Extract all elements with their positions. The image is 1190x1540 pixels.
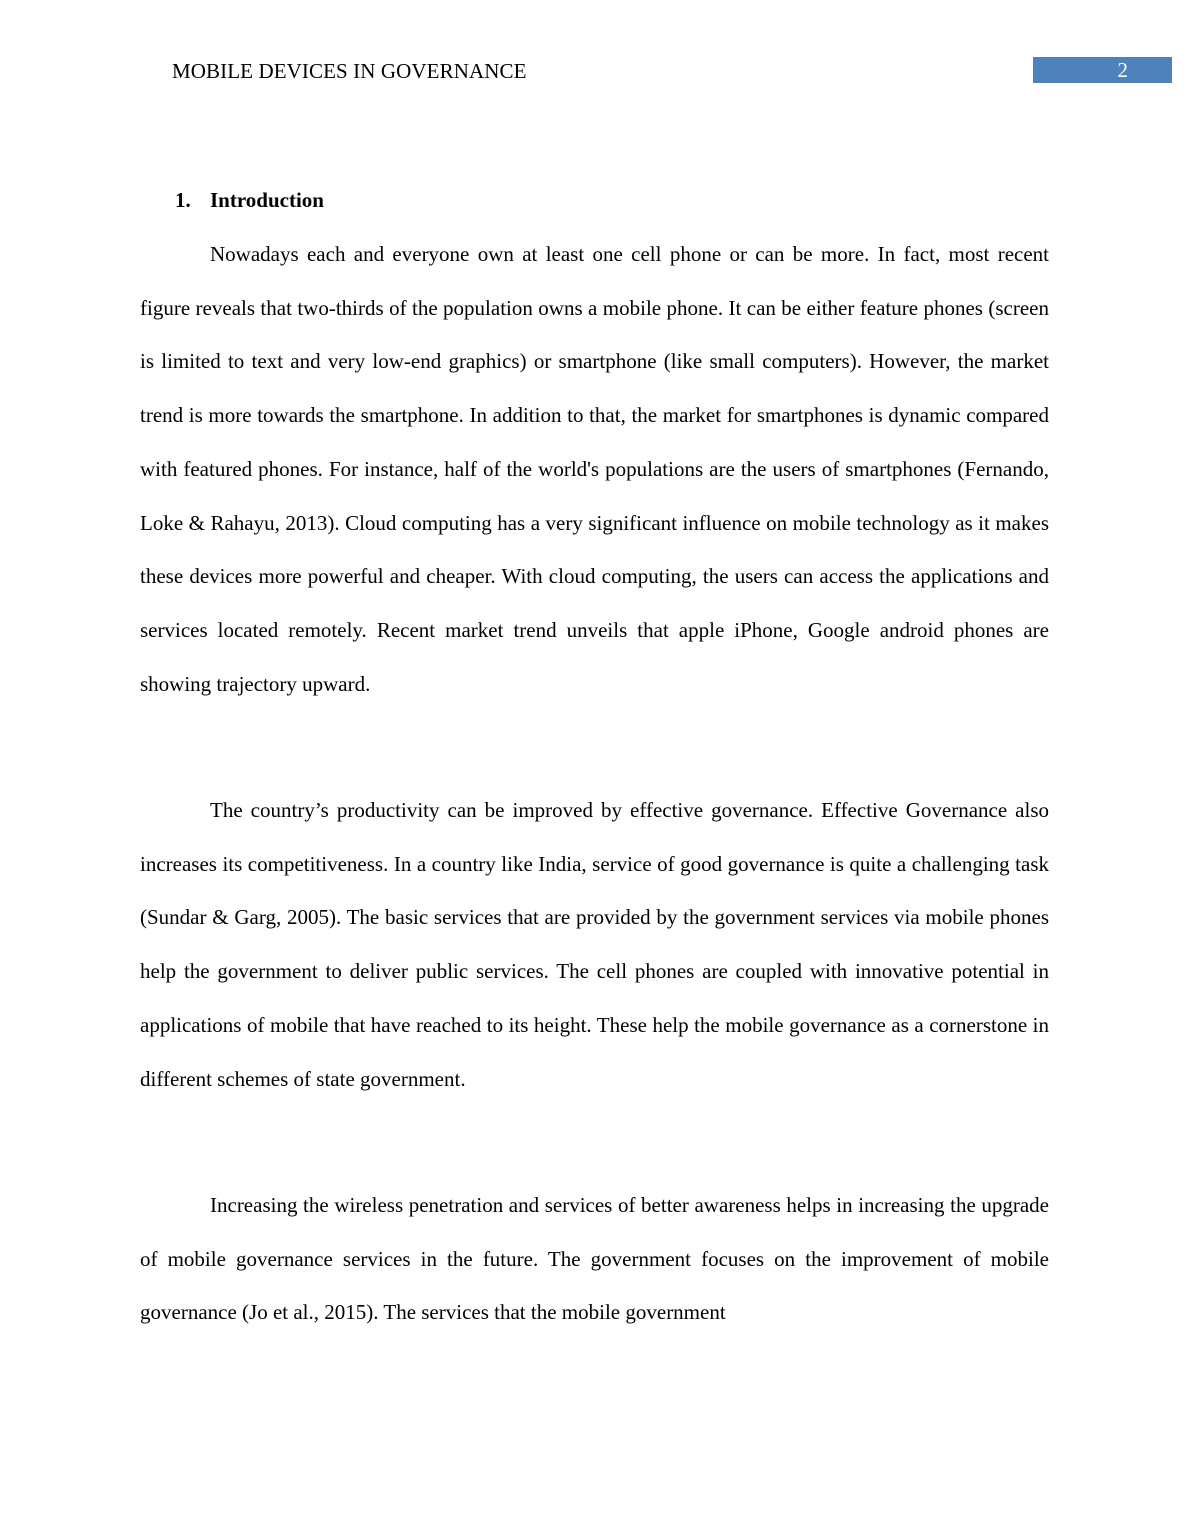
- paragraph-3: Increasing the wireless penetration and services of better awareness helps in increasing the upgrade of mobile governance services in the future. The government focuses on the improvement of mobile governance (Jo et al., 2015). The services that the mobile government: [140, 1193, 1049, 1325]
- page-number: 2: [1033, 57, 1172, 83]
- running-header-title: MOBILE DEVICES IN GOVERNANCE: [172, 59, 527, 83]
- paragraph-1: Nowadays each and everyone own at least one cell phone or can be more. In fact, most recent figure reveals that two-thirds of the population owns a mobile phone. It can be either feature phones (screen is limited to text and very low-end graphics) or smartphone (like small computers). However, the market trend is more towards the smartphone. In addition to that, the market for smartphones is dynamic compared with featured phones. For instance, half of the world's populations are the users of smartphones (Fernando, Loke & Rahayu, 2013). Cloud computing has a very significant influence on mobile technology as it makes these devices more powerful and cheaper. With cloud computing, the users can access the applications and services located remotely. Recent market trend unveils that apple iPhone, Google android phones are showing trajectory upward.: [140, 242, 1049, 696]
- section-heading: [175, 186, 324, 214]
- paragraph-2: The country’s productivity can be improved by effective governance. Effective Governance also increases its competitiveness. In a country like India, service of good governance is quite a challenging task (Sundar & Garg, 2005). The basic services that are provided by the government services via mobile phones help the government to deliver public services. The cell phones are coupled with innovative potential in applications of mobile that have reached to its height. These help the mobile governance as a cornerstone in different schemes of state government.: [140, 798, 1049, 1091]
- section-title: Introduction: [210, 188, 324, 212]
- section-number: 1.: [175, 188, 191, 212]
